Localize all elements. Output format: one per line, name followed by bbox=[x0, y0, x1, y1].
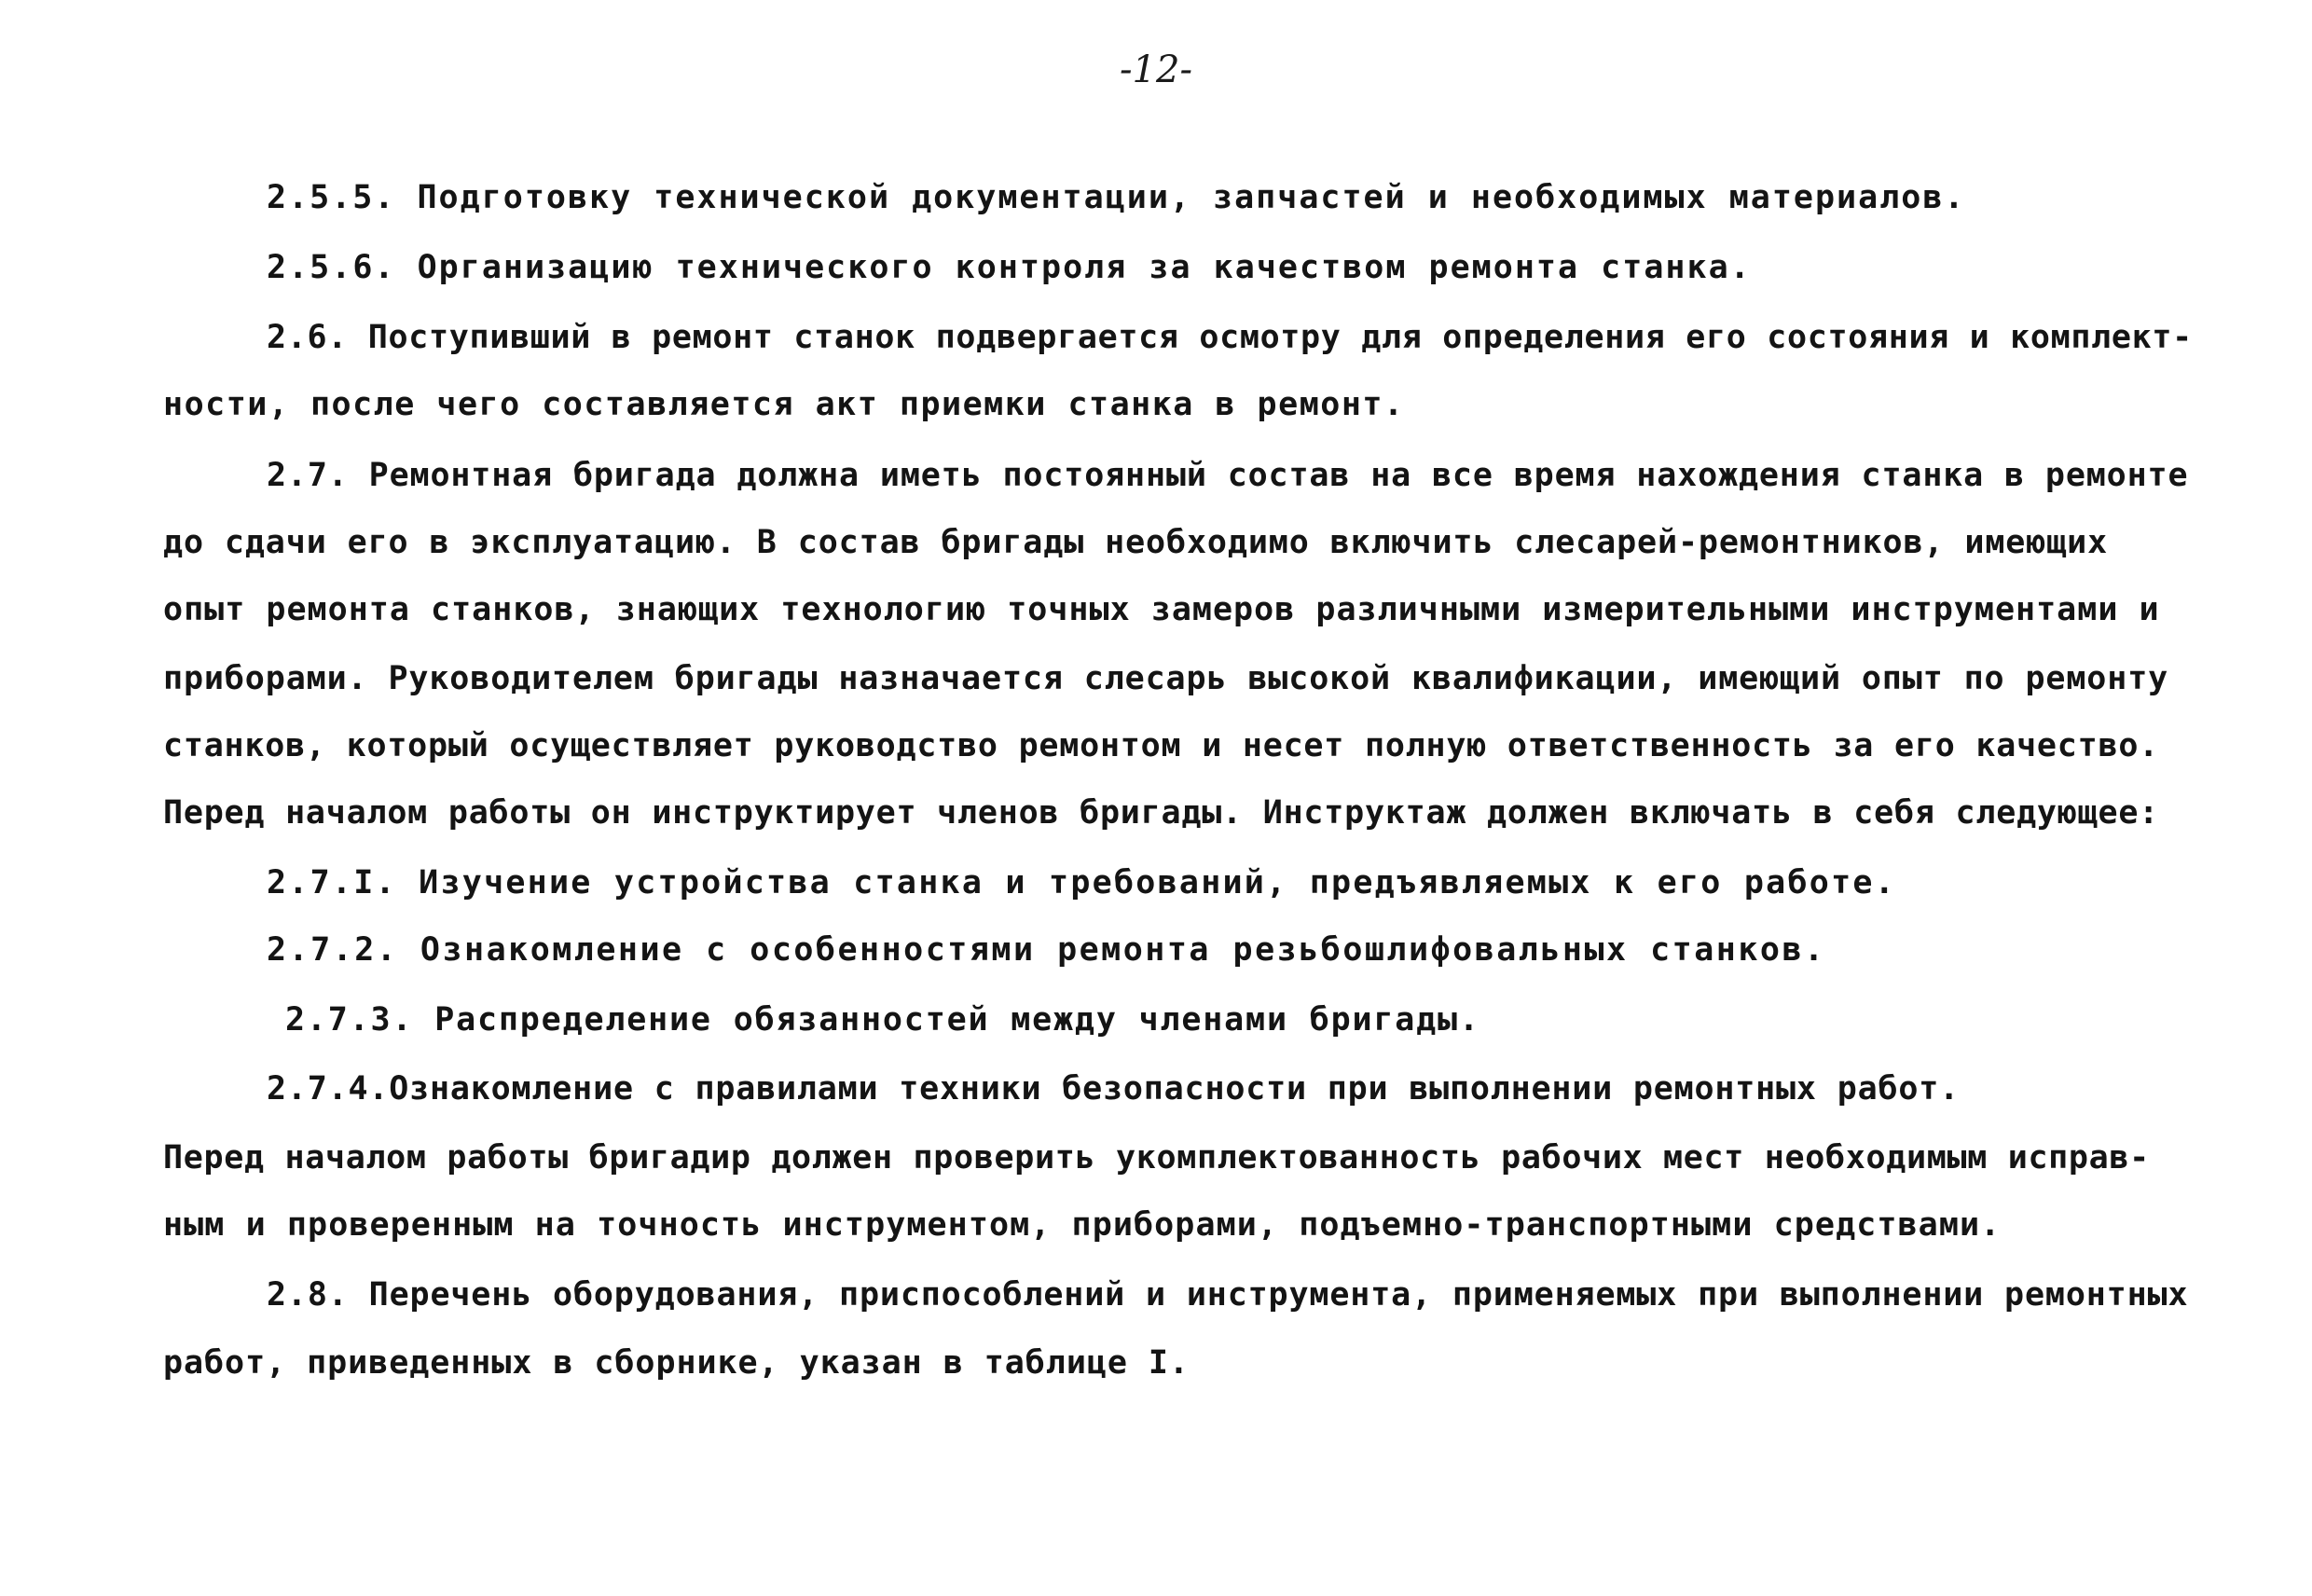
text-line: 2.6. Поступивший в ремонт станок подвергается осмотру для определения его состояния и комплект- bbox=[267, 319, 2193, 356]
text-line: 2.5.6. Организацию технического контроля за качеством ремонта станка. bbox=[267, 249, 1752, 286]
text-line: 2.7. Ремонтная бригада должна иметь постоянный состав на все время нахождения станка в ремонте bbox=[267, 457, 2189, 494]
text-line: Перед началом работы бригадир должен проверить укомплектованность рабочих мест необходимым исправ- bbox=[163, 1139, 2150, 1176]
text-line: 2.8. Перечень оборудования, приспособлений и инструмента, применяемых при выполнении ремонтных bbox=[267, 1276, 2189, 1314]
text-line: 2.7.3. Распределение обязанностей между членами бригады. bbox=[285, 1001, 1480, 1039]
text-line: 2.7.4.Ознакомление с правилами техники безопасности при выполнении ремонтных работ. bbox=[267, 1070, 1960, 1108]
text-line: ным и проверенным на точность инструментом, приборами, подъемно-транспортными средствами. bbox=[163, 1206, 2002, 1244]
text-line: 2.7.2. Ознакомление с особенностями ремонта резьбошлифовальных станков. bbox=[267, 931, 1826, 969]
text-line: Перед началом работы он инструктирует членов бригады. Инструктаж должен включать в себя следующее: bbox=[163, 794, 2160, 832]
text-line: приборами. Руководителем бригады назначается слесарь высокой квалификации, имеющий опыт по ремонту bbox=[163, 660, 2169, 697]
text-line: 2.5.5. Подготовку технической документации, запчастей и необходимых материалов. bbox=[267, 179, 1966, 216]
text-line: опыт ремонта станков, знающих технологию точных замеров различными измерительными инструментами и bbox=[163, 591, 2160, 628]
text-line: работ, приведенных в сборнике, указан в таблице I. bbox=[163, 1344, 1190, 1382]
text-line: 2.7.I. Изучение устройства станка и требований, предъявляемых к его работе. bbox=[267, 864, 1897, 901]
page-number: -12- bbox=[1120, 48, 1192, 91]
text-line: до сдачи его в эксплуатацию. В состав бригады необходимо включить слесарей-ремонтников, имеющих bbox=[163, 524, 2109, 561]
text-line: станков, который осуществляет руководство ремонтом и несет полную ответственность за его качество. bbox=[163, 727, 2160, 764]
text-line: ности, после чего составляется акт приемки станка в ремонт. bbox=[163, 386, 1405, 423]
